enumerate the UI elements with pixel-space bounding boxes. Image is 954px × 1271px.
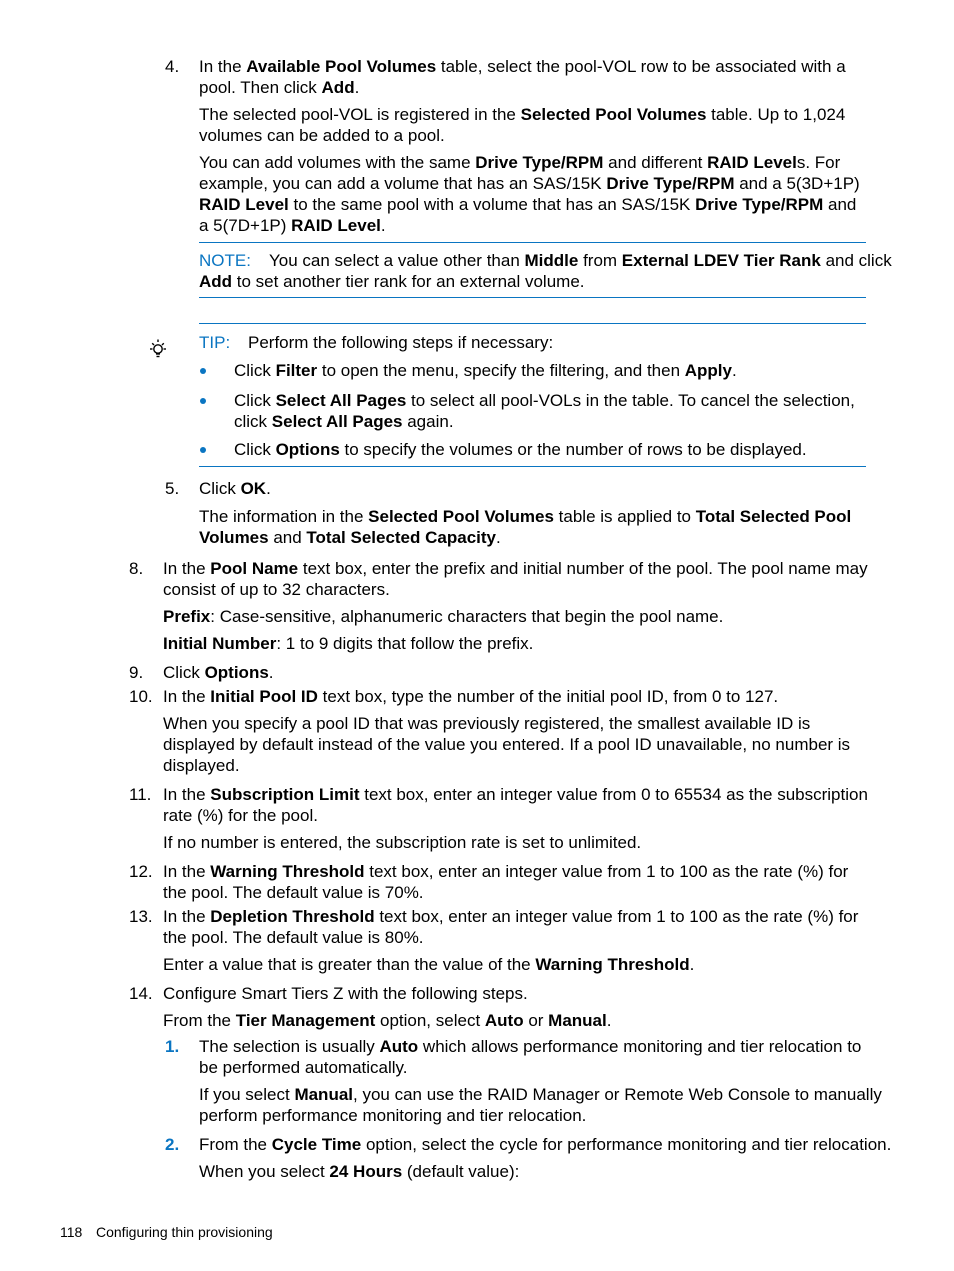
note-top-rule [199, 242, 866, 243]
step-13-line-2: the pool. The default value is 80%. [163, 928, 424, 947]
step-11-para-2: If no number is entered, the subscription rate is set to unlimited. [163, 833, 642, 852]
step-13-number: 13. [129, 907, 153, 926]
step-8-line-2: consist of up to 32 characters. [163, 580, 390, 599]
step-9-line-1: Click Options. [163, 663, 274, 682]
step-11-number: 11. [129, 785, 152, 804]
step-10-para-2-line-1: When you specify a pool ID that was previously registered, the smallest available ID is [163, 714, 811, 733]
step-8-prefix: Prefix: Case-sensitive, alphanumeric characters that begin the pool name. [163, 607, 724, 626]
step-11-line-1: In the Subscription Limit text box, enter an integer value from 0 to 65534 as the subscription [163, 785, 868, 804]
step-8-line-1: In the Pool Name text box, enter the prefix and initial number of the pool. The pool name may [163, 559, 868, 578]
step-13-line-1: In the Depletion Threshold text box, enter an integer value from 1 to 100 as the rate (%) for [163, 907, 859, 926]
substep-2-para-2: When you select 24 Hours (default value): [199, 1162, 520, 1181]
tip-bullet-2-line-1: Click Select All Pages to select all pool-VOLs in the table. To cancel the selection, [234, 391, 855, 410]
step-8-number: 8. [129, 559, 144, 578]
substep-1-line-1: The selection is usually Auto which allows performance monitoring and tier relocation to [199, 1037, 862, 1056]
step-13-para-2: Enter a value that is greater than the value of the Warning Threshold. [163, 955, 695, 974]
step-8-initial-number: Initial Number: 1 to 9 digits that follow the prefix. [163, 634, 534, 653]
step-12-number: 12. [129, 862, 153, 881]
page-number: 118 [60, 1224, 83, 1240]
substep-1-para-2-line-1: If you select Manual, you can use the RAID Manager or Remote Web Console to manually [199, 1085, 882, 1104]
step-4-para-3-line-4: a 5(7D+1P) RAID Level. [199, 216, 386, 235]
footer-section-title: Configuring thin provisioning [96, 1224, 273, 1240]
step-10-para-2-line-2: displayed by default instead of the value you entered. If a pool ID unavailable, no number is [163, 735, 851, 754]
tip-intro: Perform the following steps if necessary: [248, 333, 554, 352]
tip-bottom-rule [199, 466, 866, 467]
step-4-number: 4. [165, 57, 180, 76]
step-4-para-2-line-2: volumes can be added to a pool. [199, 126, 445, 145]
bullet-icon [200, 398, 206, 404]
tip-label: TIP: [199, 333, 231, 352]
tip-bullet-1: Click Filter to open the menu, specify the filtering, and then Apply. [234, 361, 737, 380]
tip-top-rule [199, 323, 866, 324]
step-5-number: 5. [165, 479, 180, 498]
step-4-line-2: pool. Then click Add. [199, 78, 360, 97]
step-10-line-1: In the Initial Pool ID text box, type the number of the initial pool ID, from 0 to 127. [163, 687, 779, 706]
lightbulb-icon [148, 338, 168, 360]
tip-bullet-3: Click Options to specify the volumes or the number of rows to be displayed. [234, 440, 807, 459]
note-line-1: You can select a value other than Middle from External LDEV Tier Rank and click [269, 251, 892, 270]
bullet-icon [200, 368, 206, 374]
note-bottom-rule [199, 297, 866, 298]
step-4-para-3-line-1: You can add volumes with the same Drive Type/RPM and different RAID Levels. For [199, 153, 841, 172]
substep-1-number: 1. [165, 1037, 180, 1056]
note-line-2: Add to set another tier rank for an external volume. [199, 272, 585, 291]
step-10-number: 10. [129, 687, 153, 706]
step-14-number: 14. [129, 984, 153, 1003]
step-4-para-3-line-2: example, you can add a volume that has an SAS/15K Drive Type/RPM and a 5(3D+1P) [199, 174, 860, 193]
step-12-line-1: In the Warning Threshold text box, enter an integer value from 1 to 100 as the rate (%) for [163, 862, 849, 881]
step-10-para-2-line-3: displayed. [163, 756, 240, 775]
step-4-para-2-line-1: The selected pool-VOL is registered in the Selected Pool Volumes table. Up to 1,024 [199, 105, 846, 124]
step-4-para-3-line-3: RAID Level to the same pool with a volume that has an SAS/15K Drive Type/RPM and [199, 195, 857, 214]
step-9-number: 9. [129, 663, 144, 682]
bullet-icon [200, 447, 206, 453]
substep-2-number: 2. [165, 1135, 180, 1154]
step-12-line-2: the pool. The default value is 70%. [163, 883, 424, 902]
step-5-line-1: Click OK. [199, 479, 271, 498]
step-14-para-2: From the Tier Management option, select Auto or Manual. [163, 1011, 612, 1030]
substep-1-para-2-line-2: perform performance monitoring and tier relocation. [199, 1106, 587, 1125]
step-14-line-1: Configure Smart Tiers Z with the following steps. [163, 984, 528, 1003]
step-4-line-1: In the Available Pool Volumes table, select the pool-VOL row to be associated with a [199, 57, 846, 76]
step-11-line-2: rate (%) for the pool. [163, 806, 318, 825]
tip-bullet-2-line-2: click Select All Pages again. [234, 412, 454, 431]
step-5-para-2-line-2: Volumes and Total Selected Capacity. [199, 528, 501, 547]
note-label: NOTE: [199, 251, 251, 270]
step-5-para-2-line-1: The information in the Selected Pool Volumes table is applied to Total Selected Pool [199, 507, 852, 526]
substep-1-line-2: be performed automatically. [199, 1058, 408, 1077]
substep-2-line-1: From the Cycle Time option, select the cycle for performance monitoring and tier relocation. [199, 1135, 892, 1154]
